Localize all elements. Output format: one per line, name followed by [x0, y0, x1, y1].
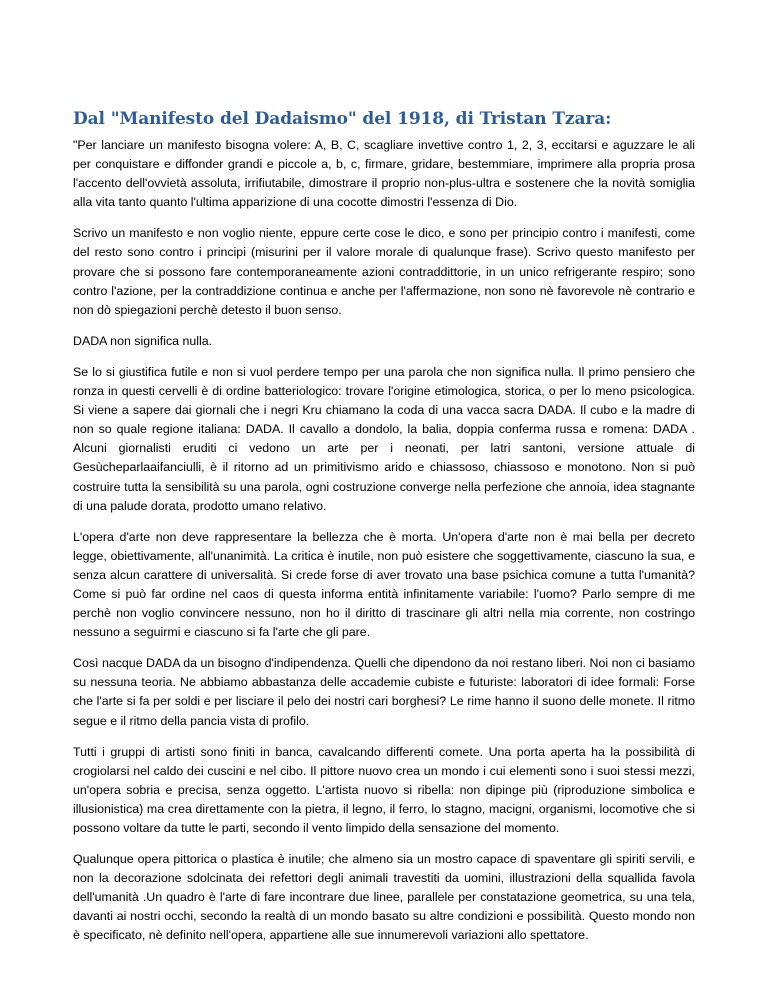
paragraph: Se lo si giustifica futile e non si vuol perdere tempo per una parola che non significa nulla. Il primo pensiero che ronza in questi cervelli è di ordine batteriologico: trovare l'origine etimologica, storica, o per lo meno psicologica. Si viene a sapere dai giornali che i negri Kru chiamano la coda di una vacca sacra DADA. Il cubo e la madre di non so quale regione italiana: DADA. Il cavallo a dondolo, la balia, doppia conferma russa e romena: DADA . Alcuni giornalisti eruditi ci vedono un arte per i neonati, per latri santoni, versione attuale di Gesùcheparlaaifanciulli, è il ritorno ad un primitivismo arido e chiassoso, chiassoso e monotono. Non si può costruire tutta la sensibilità su una parola, ogni costruzione converge nella perfezione che annoia, idea stagnante di una palude dorata, prodotto umano relativo.: [73, 364, 695, 513]
document-title: Dal "Manifesto del Dadaismo" del 1918, di Tristan Tzara:: [73, 109, 612, 129]
paragraph: Così nacque DADA da un bisogno d'indipendenza. Quelli che dipendono da noi restano liberi. Noi non ci basiamo su nessuna teoria. Ne abbiamo abbastanza delle accademie cubiste e futuriste: laboratori di idee formali: Forse che l'arte si fa per soldi e per lisciare il pelo dei nostri cari borghesi? Le rime hanno il suono delle monete. Il ritmo segue e il ritmo della pancia vista di profilo.: [73, 656, 695, 728]
paragraph: Scrivo un manifesto e non voglio niente, eppure certe cose le dico, e sono per principio contro i manifesti, come del resto sono contro i principi (misurini per il valore morale di qualunque frase). Scrivo questo manifesto per provare che si possono fare contemporaneamente azioni contraddittorie, in un unico refrigerante respiro; sono contro l'azione, per la contraddizione continua e anche per l'affermazione, non sono nè favorevole nè contrario e non dò spiegazioni perchè detesto il buon senso.: [73, 226, 695, 317]
paragraph: Qualunque opera pittorica o plastica è inutile; che almeno sia un mostro capace di spaventare gli spiriti servili, e non la decorazione sdolcinata dei refettori degli animali travestiti da uomini, illustrazioni della squallida favola dell'umanità .Un quadro è l'arte di fare incontrare due linee, parallele per constatazione geometrica, su una tela, davanti ai nostri occhi, secondo la realtà di un mondo basato su altre condizioni e possibilità. Questo mondo non è specificato, nè definito nell'opera, appartiene alle sue innumerevoli variazioni allo spettatore.: [73, 852, 695, 943]
paragraph: Tutti i gruppi di artisti sono finiti in banca, cavalcando differenti comete. Una porta aperta ha la possibilità di crogiolarsi nel caldo dei cuscini e nel cibo. Il pittore nuovo crea un mondo i cui elementi sono i suoi stessi mezzi, un'opera sobria e precisa, senza oggetto. L'artista nuovo si ribella: non dipinge più (riproduzione simbolica e illusionistica) ma crea direttamente con la pietra, il legno, il ferro, lo stagno, macigni, organismi, locomotive che si possono voltare da tutte le parti, secondo il vento limpido della sensazione del momento.: [73, 744, 695, 835]
paragraph: DADA non significa nulla.: [73, 333, 213, 348]
paragraph: "Per lanciare un manifesto bisogna volere: A, B, C, scagliare invettive contro 1, 2, 3, eccitarsi e aguzzare le ali per conquistare e diffonder grandi e piccole a, b, c, firmare, gridare, bestemmiare, imprimere alla propria prosa l'accento dell'ovvietà assoluta, irrifiutabile, dimostrare il proprio non-plus-ultra e sostenere che la novità somiglia alla vita tanto quanto l'ultima apparizione di una cocotte dimostri l'essenza di Dio.: [73, 138, 695, 210]
document-body: [73, 136, 695, 958]
paragraph: L'opera d'arte non deve rappresentare la bellezza che è morta. Un'opera d'arte non è mai bella per decreto legge, obiettivamente, all'unanimità. La critica è inutile, non può esistere che soggettivamente, ciascuno la sua, e senza alcun carattere di universalità. Si crede forse di aver trovato una base psichica comune a tutta l'umanità? Come si può far ordine nel caos di questa informa entità infinitamente variabile: l'uomo? Parlo sempre di me perchè non voglio convincere nessuno, non ho il diritto di trascinare gli altri nella mia corrente, non costringo nessuno a seguirmi e ciascuno si fa l'arte che gli pare.: [73, 529, 695, 640]
